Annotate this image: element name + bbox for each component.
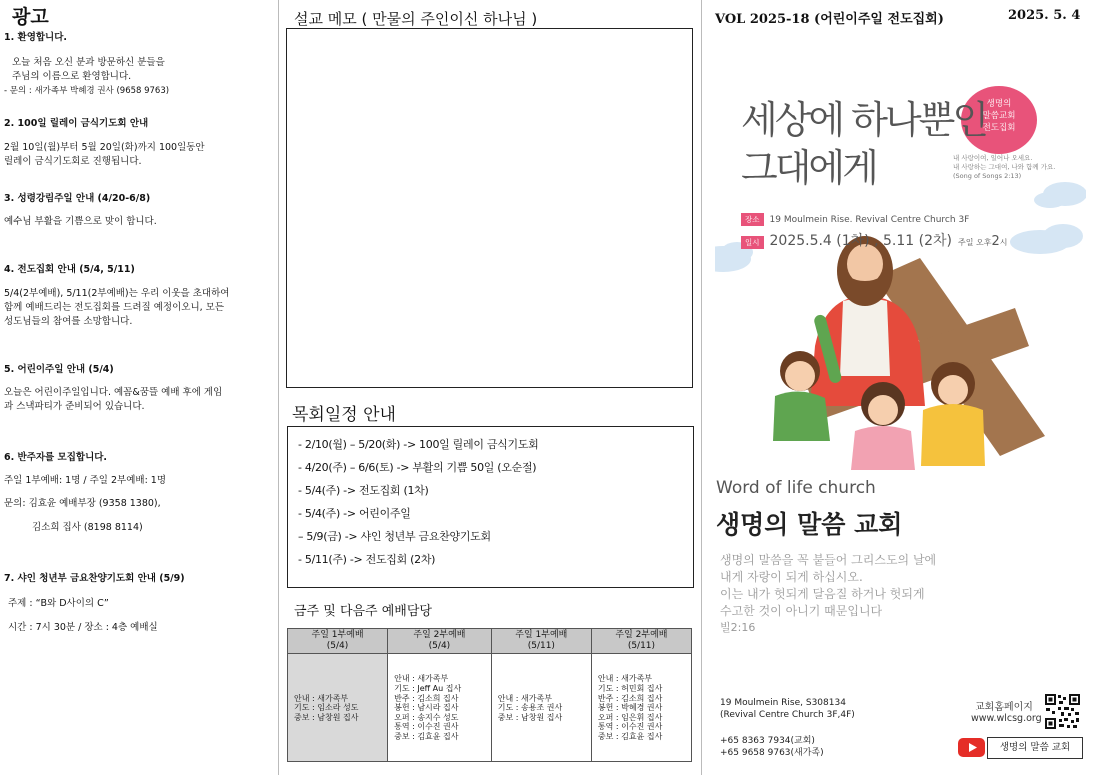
bible-verse: 생명의 말씀을 꼭 붙들어 그리스도의 날에 내게 자랑이 되게 하십시오. 이는 내가 헛되게 달음질 하거나 헛되게 수고한 것이 아니기 때문입니다 <box>720 553 937 618</box>
schedule-item: – 5/9(금) -> 샤인 청년부 금요찬양기도회 <box>298 530 491 543</box>
duty-title: 금주 및 다음주 예배담당 <box>294 604 432 619</box>
church-english-name: Word of life church <box>716 478 876 498</box>
divider-left <box>278 0 279 775</box>
announcement-6: 6. 반주자를 모집합니다. 주일 1부예배: 1명 / 주일 2부예배: 1명 문의: 김효윤 예배부장 (9358 1380), 김소희 집사 (8198 8114) <box>4 452 167 533</box>
church-name: 생명의 말씀 교회 <box>716 510 903 539</box>
bulletin-date: 2025. 5. 4 <box>1008 8 1081 23</box>
announcement-4: 4. 전도집회 안내 (5/4, 5/11) 5/4(2부예배), 5/11(2부예배)는 우리 이웃을 초대하여 함께 예배드리는 전도집회를 드려질 예정이오니, 모든 성도님들의 참여를 소망합니다. <box>4 264 230 327</box>
qr-code-icon[interactable] <box>1044 693 1081 730</box>
duty-cell: 안내 : 새가족부 기도 : Jeff Au 집사 반주 : 김소희 집사 봉헌 : 남시라 집사 오퍼 : 송지수 성도 통역 : 이수진 권사 중보 : 김효윤 집사 <box>388 654 492 762</box>
duty-header: 주일 2부예배 (5/11) <box>591 629 691 654</box>
poster-place: 장소 19 Moulmein Rise. Revival Centre Church 3F <box>741 213 969 226</box>
sermon-memo-box[interactable] <box>286 28 693 388</box>
cover-column <box>703 0 1096 775</box>
duty-header: 주일 1부예배 (5/11) <box>491 629 591 654</box>
schedule-item: - 5/4(주) -> 어린이주일 <box>298 507 411 520</box>
youtube-icon[interactable] <box>958 738 985 757</box>
church-phone: +65 8363 7934(교회) +65 9658 9763(새가족) <box>720 736 824 758</box>
church-address: 19 Moulmein Rise, S308134 (Revival Centre Church 3F,4F) <box>720 698 855 720</box>
jesus-figure <box>810 236 925 406</box>
duty-table <box>287 628 692 762</box>
poster-badge-text: 생명의 말씀교회 전도집회 <box>982 99 1016 133</box>
divider-right <box>701 0 702 775</box>
announcement-3: 3. 성령강림주일 안내 (4/20-6/8) 예수님 부활을 기쁨으로 맞이 합니다. <box>4 193 157 227</box>
duty-cell: 안내 : 새가족부 기도 : 임소라 성도 중보 : 남창원 집사 <box>288 654 388 762</box>
homepage-url[interactable]: www.wlcsg.org <box>971 713 1042 724</box>
announcement-1: 1. 환영합니다. 오늘 처음 오신 분과 방문하신 분들을 주님의 이름으로 환영합니다. - 문의 : 새가족부 박혜경 권사 (9658 9763) <box>4 32 170 96</box>
announcement-5: 5. 어린이주일 안내 (5/4) 오늘은 어린이주일입니다. 예꼼&꿈뜰 예배 후에 게임 과 스낵파티가 준비되어 있습니다. <box>4 364 223 412</box>
announcements-title: 광고 <box>12 6 49 28</box>
schedule-item: - 2/10(월) – 5/20(화) -> 100일 릴레이 금식기도회 <box>298 438 539 451</box>
cloud-icon <box>715 182 1086 272</box>
duty-cell: 안내 : 새가족부 기도 : 송용조 권사 중보 : 남창원 집사 <box>491 654 591 762</box>
schedule-item: - 5/11(주) -> 전도집회 (2차) <box>298 553 436 566</box>
announcements-column <box>0 0 278 775</box>
duty-header: 주일 1부예배 (5/4) <box>288 629 388 654</box>
schedule-item: - 4/20(주) – 6/6(토) -> 부활의 기쁨 50일 (오순절) <box>298 461 537 474</box>
schedule-title: 목회일정 안내 <box>292 405 396 425</box>
announcement-2: 2. 100일 릴레이 금식기도회 안내 2월 10일(월)부터 5월 20일(화)까지 100일동안 릴레이 금식기도회로 진행됩니다. <box>4 118 205 167</box>
poster-quote: 내 사랑이여, 일어나 오세요. 내 사랑하는 그대여, 나와 함께 가요. (Song of Songs 2:13) <box>953 154 1056 180</box>
sermon-memo-title: 설교 메모 ( 만물의 주인이신 하나님 ) <box>294 10 538 28</box>
youtube-channel-button[interactable]: 생명의 말씀 교회 <box>987 737 1083 759</box>
volume-label: VOL 2025-18 (어린이주일 전도집회) <box>715 12 944 27</box>
announcement-7: 7. 샤인 청년부 금요찬양기도회 안내 (5/9) 주제 : “B와 D사이의 C” 시간 : 7시 30분 / 장소 : 4층 예배실 <box>4 573 185 633</box>
event-poster <box>715 46 1086 470</box>
duty-cell: 안내 : 새가족부 기도 : 허민회 집사 반주 : 김소희 집사 봉헌 : 박혜경 권사 오퍼 : 임은휘 집사 통역 : 이수진 권사 중보 : 김효윤 집사 <box>591 654 691 762</box>
schedule-list <box>287 426 694 588</box>
middle-column <box>280 0 700 775</box>
poster-time: 주일 오후2시 <box>957 234 1008 249</box>
verse-reference: 빌2:16 <box>720 621 756 634</box>
duty-header: 주일 2부예배 (5/4) <box>388 629 492 654</box>
homepage-label: 교회홈페이지 <box>975 702 1033 713</box>
schedule-item: - 5/4(주) -> 전도집회 (1차) <box>298 484 429 497</box>
poster-datetime: 일시 2025.5.4 (1차) , 5.11 (2차) 주일 오후2시 <box>741 230 1007 250</box>
poster-headline: 세상에 하나뿐인 그대에게 <box>741 98 987 190</box>
